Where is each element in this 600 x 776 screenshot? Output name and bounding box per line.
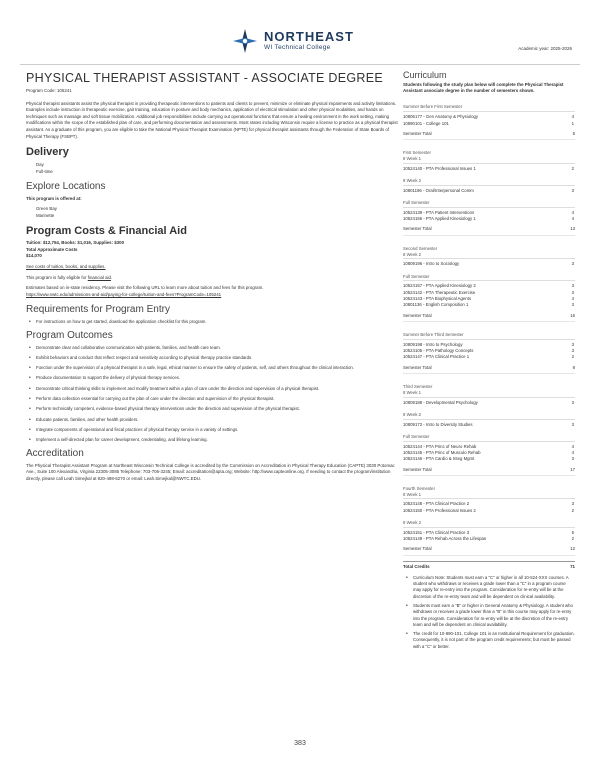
course-name: 10524142 - PTA Therapeutic Exercise bbox=[403, 289, 476, 295]
semester-total-row bbox=[403, 365, 575, 374]
delivery-item: Full-time bbox=[36, 168, 53, 174]
curriculum-note: • Students must earn a "B" or higher in General Anatomy & Physiology. A student who withdraws or receives a grade lower than a "B" in this course may apply for re-entry into the program. Consideration for re-entry will be at the discretion of the re-entry team and will be dependent on clinical availability. bbox=[403, 603, 575, 628]
program-details bbox=[26, 70, 398, 482]
course-name: 10524105 - PTA Pathology Concepts bbox=[403, 348, 474, 354]
subterm-divider bbox=[403, 280, 575, 281]
semester-total-row bbox=[403, 313, 575, 322]
course-row bbox=[403, 216, 575, 222]
course-name: 10524151 - PTA Clinical Practice 3 bbox=[403, 529, 470, 535]
outcome-item: • Demonstrate clear and collaborative communication with patients, families, and health care team. bbox=[26, 345, 398, 351]
course-credits: 4 bbox=[571, 209, 574, 215]
course-credits: 3 bbox=[571, 261, 574, 267]
accreditation-text: The Physical Therapist Assistant Program at Northeast Wisconsin Technical College is accredited by the Commission on Accreditation in Physical Therapy Education (CAPTE) 3030 Potomac Ave., Suite 100 Alexandria, Virginia 22305-3085 Telephone: 703-706-3245; Email: accreditation@apta.org; Website: http://www.capteonline.org. If needing to contact the program/institution directly, please call Leah Simejkal at 920-498-6270 or email: Leah.Simejkal@NWTC.EDU. bbox=[26, 462, 395, 481]
semester-total-label: Semester Total bbox=[403, 364, 432, 370]
estimate-note: Estimates based on in-state residency. Please visit the following URL to learn more about tuition and fees for this program. bbox=[26, 285, 264, 291]
subterm-name: Full Semester bbox=[403, 273, 430, 279]
financial-aid-suffix: . bbox=[110, 274, 113, 280]
subterm-divider bbox=[403, 207, 575, 208]
course-credits: 1 bbox=[571, 120, 574, 126]
semester-divider bbox=[403, 498, 575, 499]
financial-aid-prefix: This program is fully eligible for bbox=[26, 274, 88, 280]
semester-name: First Semester bbox=[403, 150, 431, 156]
outcome-item: • Demonstrate critical thinking skills to implement and modify treatment within a plan of care under the direction and supervision of a physical therapist. bbox=[26, 386, 398, 392]
course-name: 10890101 - College 101 bbox=[403, 120, 449, 126]
total-credits-row bbox=[403, 561, 575, 569]
course-name: 10524149 - PTA Rehab Across the Lifespan bbox=[403, 536, 487, 542]
course-row bbox=[403, 166, 575, 172]
tuition-breakdown: Tuition: $12,754, Books: $1,016, Supplies: $300 bbox=[26, 240, 125, 246]
subterm-name: Full Semester bbox=[403, 200, 430, 206]
semester-name: Second Semester bbox=[403, 245, 438, 251]
total-costs-value: $14,070 bbox=[26, 253, 42, 259]
course-row bbox=[403, 354, 575, 360]
requirement-item: • For instructions on how to get started, download the application checklist for this program. bbox=[26, 319, 398, 325]
semester-name: Fourth Semester bbox=[403, 485, 436, 491]
course-row bbox=[403, 121, 575, 127]
course-credits: 4 bbox=[571, 216, 574, 222]
curriculum-intro: Students following the study plan below will complete the Physical Therapist Assistant associate degree in the number of semesters shown. bbox=[403, 82, 564, 94]
semester-total-value: 8 bbox=[572, 364, 575, 370]
semester-total-row bbox=[403, 226, 575, 235]
semester-divider bbox=[403, 339, 575, 340]
course-credits: 3 bbox=[571, 341, 574, 347]
course-name: 10524139 - PTA Patient Interventions bbox=[403, 209, 475, 215]
subterm-divider bbox=[403, 527, 575, 528]
course-credits: 3 bbox=[571, 348, 574, 354]
course-name: 10524157 - PTA Applied Kinesiology 2 bbox=[403, 283, 476, 289]
course-credits: 3 bbox=[571, 289, 574, 295]
course-name: 10524150 - PTA Professional Issues 2 bbox=[403, 507, 476, 513]
semester-divider bbox=[403, 163, 575, 164]
costs-heading: Program Costs & Financial Aid bbox=[26, 225, 187, 238]
outcome-item: • Integrate components of operational and fiscal practices of physical therapy service in a variety of settings. bbox=[26, 427, 398, 433]
compass-logo-icon bbox=[232, 28, 258, 54]
semester-name: Summer Before First Semester bbox=[403, 104, 463, 110]
semester-block bbox=[403, 104, 575, 140]
course-row bbox=[403, 536, 575, 542]
course-row bbox=[403, 302, 575, 308]
course-name: 10801196 - Oral/Interpersonal Comm bbox=[403, 187, 474, 193]
delivery-item: Day bbox=[36, 162, 44, 168]
semester-subterm: 8 Week 1 bbox=[403, 491, 422, 497]
semester-block bbox=[403, 486, 575, 556]
course-name: 10524143 - PTA Biophysical Agents bbox=[403, 296, 471, 302]
costs-section bbox=[26, 225, 398, 298]
semester-block bbox=[403, 150, 575, 236]
course-name: 10524156 - PTA Applied Kinesiology 1 bbox=[403, 216, 476, 222]
course-name: 10809196 - Intro to Sociology bbox=[403, 261, 460, 267]
course-credits: 3 bbox=[571, 501, 574, 507]
tuition-url-link[interactable]: https://www.nwtc.edu/admissions-and-aid/paying-for-college/tuition-and-fees?ProgramCode=105241 bbox=[26, 291, 222, 297]
outcome-item: • Perform data collection essential for carrying out the plan of care under the direction and supervision of the physical therapist. bbox=[26, 396, 398, 402]
semester-total-value: 16 bbox=[570, 312, 575, 318]
course-credits: 4 bbox=[571, 443, 574, 449]
course-name: 10806177 - Gen Anatomy & Physiology bbox=[403, 114, 479, 120]
course-name: 10809172 - Intro to Diversity Studies bbox=[403, 421, 473, 427]
semester-total-value: 5 bbox=[572, 130, 575, 136]
course-credits: 4 bbox=[571, 114, 574, 120]
page-title: PHYSICAL THERAPIST ASSISTANT - ASSOCIATE DEGREE bbox=[26, 71, 384, 85]
semester-list bbox=[403, 104, 575, 555]
subterm-name: Full Semester bbox=[403, 433, 430, 439]
curriculum-note: • The credit for 10-890-101, College 101 is an Institutional Requirement for graduation. Consequently, it is not part of the program credit requirements; but must be passed with a "C" or better. bbox=[403, 631, 575, 650]
semester-total-label: Semester Total bbox=[403, 312, 432, 318]
requirements-heading: Requirements for Program Entry bbox=[26, 304, 170, 316]
course-credits: 4 bbox=[571, 450, 574, 455]
outcomes-section bbox=[26, 330, 398, 444]
accreditation-heading: Accreditation bbox=[26, 447, 84, 459]
course-credits: 3 bbox=[571, 399, 574, 405]
semester-total-value: 17 bbox=[570, 466, 575, 472]
curriculum-heading: Curriculum bbox=[403, 70, 447, 80]
total-credits-value: 71 bbox=[570, 563, 575, 569]
requirements-section bbox=[26, 304, 398, 325]
semester-divider bbox=[403, 111, 575, 112]
page-number: 383 bbox=[294, 740, 306, 747]
semester-divider bbox=[403, 397, 575, 398]
course-row bbox=[403, 456, 575, 462]
outcome-item: • Educate patients, families, and other health providers. bbox=[26, 417, 398, 423]
curriculum-sidebar bbox=[403, 70, 575, 653]
outcome-item: • Implement a self-directed plan for career development, credentialing, and lifelong learning. bbox=[26, 437, 398, 443]
financial-aid-link[interactable]: financial aid bbox=[87, 274, 111, 280]
outcome-item: • Exhibit behaviors and conduct that reflect respect and sensitivity according to physical therapy practice standards. bbox=[26, 355, 398, 361]
course-row bbox=[403, 188, 575, 194]
course-credits: 3 bbox=[571, 187, 574, 193]
course-name: 10809188 - Developmental Psychology bbox=[403, 399, 478, 405]
subterm-divider bbox=[403, 419, 575, 420]
header-divider bbox=[20, 64, 580, 65]
semester-block bbox=[403, 332, 575, 374]
semester-subterm: 8 Week 2 bbox=[403, 251, 422, 257]
program-code: Program Code: 105241 bbox=[26, 88, 72, 93]
course-row bbox=[403, 422, 575, 428]
course-name: 10524146 - PTA Cardio & Integ Mgmt bbox=[403, 456, 475, 462]
semester-total-label: Semester Total bbox=[403, 226, 432, 232]
course-credits: 2 bbox=[571, 354, 574, 360]
outcome-item: • Function under the supervision of a physical therapist in a safe, legal, ethical manner to ensure the safety of patients, self, and others throughout the clinical interaction. bbox=[26, 365, 398, 371]
course-credits: 3 bbox=[571, 456, 574, 462]
semester-block bbox=[403, 246, 575, 322]
semester-total-row bbox=[403, 131, 575, 140]
course-name: 10524148 - PTA Clinical Practice 2 bbox=[403, 501, 470, 507]
logo-subtitle: WI Technical College bbox=[264, 44, 331, 51]
course-name: 10524147 - PTA Clinical Practice 1 bbox=[403, 354, 470, 360]
subterm-divider bbox=[403, 185, 575, 186]
locations-section bbox=[26, 181, 398, 219]
costs-link[interactable]: See costs of tuition, books, and supplies. bbox=[26, 263, 106, 269]
semester-subterm: 8 Week 1 bbox=[403, 155, 422, 161]
course-credits: 3 bbox=[571, 283, 574, 289]
semester-block bbox=[403, 384, 575, 476]
semester-total-label: Semester Total bbox=[403, 130, 432, 136]
college-logo[interactable] bbox=[232, 25, 382, 57]
locations-heading: Explore Locations bbox=[26, 181, 106, 193]
course-name: 10801136 - English Composition 1 bbox=[403, 302, 469, 308]
course-credits: 3 bbox=[571, 421, 574, 427]
semester-name: Third Semester bbox=[403, 383, 433, 389]
semester-total-label: Semester Total bbox=[403, 546, 432, 552]
accreditation-section bbox=[26, 448, 398, 483]
total-credits-label: Total Credits bbox=[403, 563, 430, 569]
course-row bbox=[403, 261, 575, 267]
subterm-divider bbox=[403, 441, 575, 442]
course-name: 10524144 - PTA Princ of Neuro Rehab bbox=[403, 443, 477, 449]
semester-subterm: 8 Week 1 bbox=[403, 389, 422, 395]
course-row bbox=[403, 400, 575, 406]
course-credits: 2 bbox=[571, 507, 574, 513]
curriculum-notes bbox=[403, 575, 575, 650]
subterm-name: 8 Week 2 bbox=[403, 177, 422, 183]
financial-aid-note bbox=[26, 275, 398, 282]
logo-name: NORTHEAST bbox=[264, 29, 354, 44]
course-name: 10809198 - Intro to Psychology bbox=[403, 341, 463, 347]
outcomes-heading: Program Outcomes bbox=[26, 329, 113, 341]
course-credits: 3 bbox=[571, 302, 574, 308]
course-name: 10524140 - PTA Professional Issues 1 bbox=[403, 165, 476, 171]
semester-total-value: 12 bbox=[570, 546, 575, 552]
locations-intro: This program is offered at: bbox=[26, 196, 82, 202]
delivery-section bbox=[26, 146, 398, 175]
subterm-name: 8 Week 2 bbox=[403, 411, 422, 417]
total-costs-label: Total Approximate Costs bbox=[26, 246, 78, 252]
course-row bbox=[403, 508, 575, 514]
semester-name: Summer Before Third Semester bbox=[403, 331, 464, 337]
semester-total-row bbox=[403, 546, 575, 555]
curriculum-note: • Curriculum Note: Students must earn a "C" or higher in all 10-524-XXX courses. A student who withdraws or receives a grade lower than a "C" in a program course may apply for re-entry into the program. Consideration for re-entry will be at the discretion of the re-entry team and will be dependent on clinical availability. bbox=[403, 575, 575, 600]
delivery-heading: Delivery bbox=[26, 146, 69, 159]
program-description: Physical therapist assistants assist the physical therapist in providing therapeutic interventions to patients and clients to prevent, minimize or eliminate physical impairments and activity limitations. Examples include instruction in therapeutic exercise, gait training, education in posture and body mechanics, application of electrical stimulation and other physical modalities, and hands on techniques such as massage and soft tissue mobilization. Additional job responsibilities include carrying out operational functions that ensure a healing environment in the work setting, making modifications within the scope of the established plan of care, and performing documentation and assessments. Most states including Wisconsin require a license to practice as a physical therapist assistant. As a graduate of this program, you are eligible to take the National Physical Therapist Examination (NPTE) for physical therapist assistants through the Federation of State Boards of Physical Therapy (FSBPT). bbox=[26, 100, 398, 139]
outcome-item: • Perform technically competent, evidence-based physical therapy interventions under the direction and supervision of the physical therapist. bbox=[26, 406, 398, 412]
academic-year: Academic year: 2025-2026 bbox=[518, 46, 572, 51]
subterm-name: 8 Week 2 bbox=[403, 520, 422, 526]
semester-total-label: Semester Total bbox=[403, 466, 432, 472]
course-name: 10524145 - PTA Princ of Musculo Rehab bbox=[403, 450, 481, 455]
semester-total-value: 13 bbox=[570, 226, 575, 232]
course-credits: 4 bbox=[571, 296, 574, 302]
location-item: Marinette bbox=[36, 212, 55, 218]
semester-total-row bbox=[403, 467, 575, 476]
course-credits: 5 bbox=[571, 529, 574, 535]
course-credits: 2 bbox=[571, 165, 574, 171]
location-item: Green Bay bbox=[36, 205, 57, 211]
outcome-item: • Produce documentation to support the delivery of physical therapy services. bbox=[26, 375, 398, 381]
course-credits: 2 bbox=[571, 536, 574, 542]
page-header bbox=[0, 22, 600, 62]
semester-divider bbox=[403, 258, 575, 259]
